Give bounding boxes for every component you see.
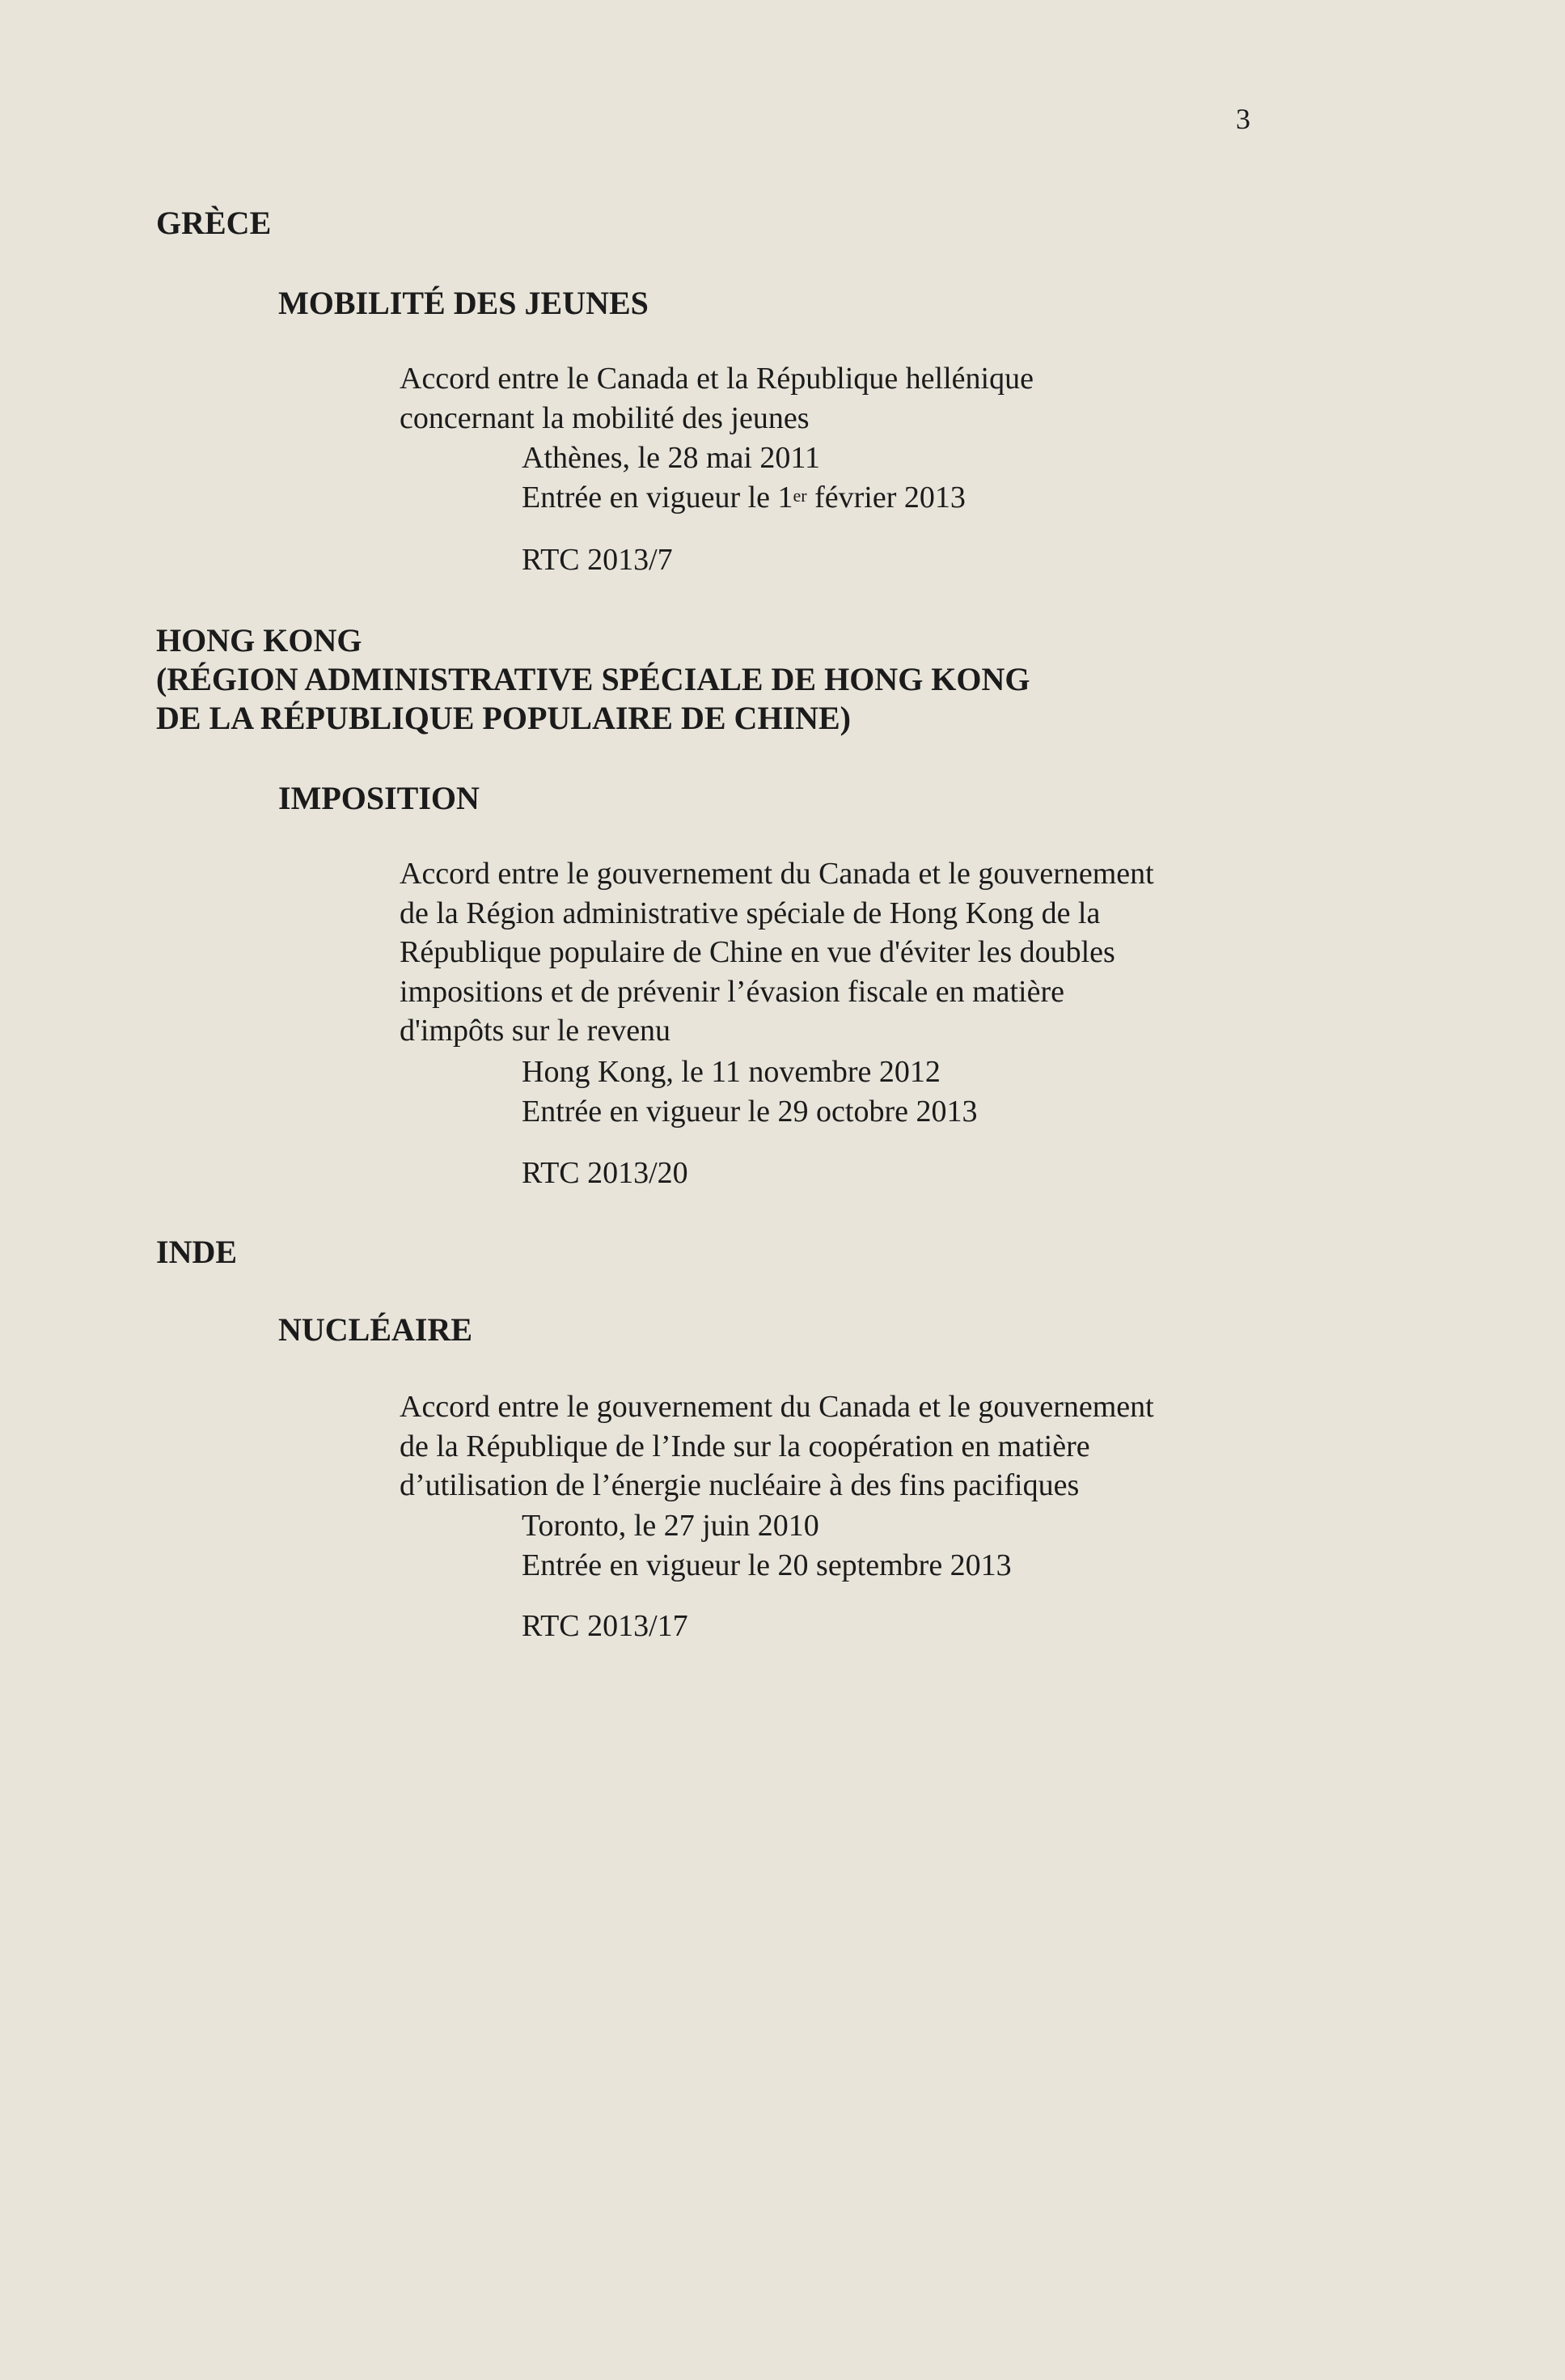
agreement-line: d'impôts sur le revenu xyxy=(400,1014,671,1048)
agreement-line: République populaire de Chine en vue d'éviter les doubles xyxy=(400,935,1115,969)
country-heading-greece: GRÈCE xyxy=(156,205,272,241)
signing-details-hong-kong xyxy=(522,1052,977,1131)
ordinal-superscript: er xyxy=(793,485,807,506)
agreement-line: Accord entre le gouvernement du Canada et le gouvernement xyxy=(400,1390,1154,1424)
agreement-text-hong-kong xyxy=(400,854,1330,1051)
agreement-line: impositions et de prévenir l’évasion fiscale en matière xyxy=(400,974,1064,1009)
signed-place-date: Hong Kong, le 11 novembre 2012 xyxy=(522,1055,941,1089)
page-number: 3 xyxy=(1236,103,1250,135)
agreement-text-greece xyxy=(400,359,1330,438)
signing-details-india xyxy=(522,1506,1012,1585)
country-heading-line: (RÉGION ADMINISTRATIVE SPÉCIALE DE HONG KONG xyxy=(156,661,1030,697)
entry-into-force-suffix: février 2013 xyxy=(806,480,966,515)
entry-into-force: Entrée en vigueur le 20 septembre 2013 xyxy=(522,1548,1012,1582)
agreement-line: d’utilisation de l’énergie nucléaire à des fins pacifiques xyxy=(400,1468,1080,1502)
signed-place-date: Toronto, le 27 juin 2010 xyxy=(522,1509,819,1543)
signing-details-greece xyxy=(522,438,966,517)
country-heading-line: DE LA RÉPUBLIQUE POPULAIRE DE CHINE) xyxy=(156,700,852,736)
country-heading-line: HONG KONG xyxy=(156,622,362,659)
signed-place-date: Athènes, le 28 mai 2011 xyxy=(522,441,821,475)
agreement-text-india xyxy=(400,1387,1330,1505)
entry-into-force: Entrée en vigueur le 29 octobre 2013 xyxy=(522,1094,978,1129)
subject-heading-youth-mobility: MOBILITÉ DES JEUNES xyxy=(278,285,649,321)
rtc-reference-india: RTC 2013/17 xyxy=(522,1609,688,1643)
country-heading-hong-kong xyxy=(156,621,1030,738)
entry-into-force-prefix: Entrée en vigueur le 1 xyxy=(522,480,793,515)
agreement-line: Accord entre le Canada et la République hellénique xyxy=(400,362,1034,396)
agreement-line: Accord entre le gouvernement du Canada et le gouvernement xyxy=(400,857,1154,891)
agreement-line: de la Région administrative spéciale de Hong Kong de la xyxy=(400,896,1101,930)
agreement-line: concernant la mobilité des jeunes xyxy=(400,400,810,435)
subject-heading-taxation: IMPOSITION xyxy=(278,780,480,816)
subject-heading-nuclear: NUCLÉAIRE xyxy=(278,1311,473,1348)
rtc-reference-greece: RTC 2013/7 xyxy=(522,543,673,577)
agreement-line: de la République de l’Inde sur la coopération en matière xyxy=(400,1429,1090,1463)
entry-into-force xyxy=(522,478,966,518)
country-heading-india: INDE xyxy=(156,1234,238,1270)
rtc-reference-hong-kong: RTC 2013/20 xyxy=(522,1156,688,1190)
